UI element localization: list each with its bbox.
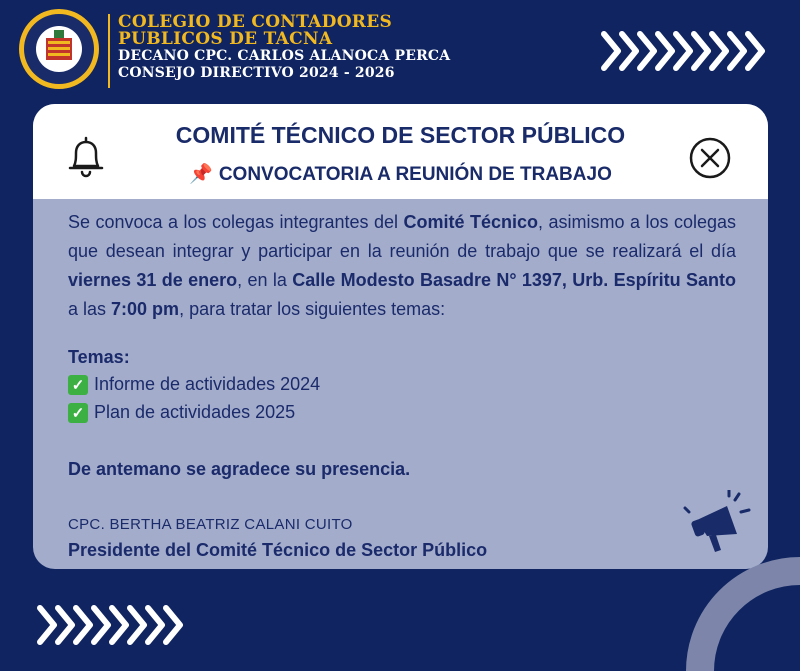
body-bold-time: 7:00 pm (111, 299, 180, 319)
board-line: CONSEJO DIRECTIVO 2024 - 2026 (118, 65, 395, 81)
body-bold-committee: Comité Técnico (403, 212, 539, 232)
dean-line: DECANO CPC. CARLOS ALANOCA PERCA (118, 48, 451, 64)
thanks-note: De antemano se agradece su presencia. (68, 459, 411, 479)
pushpin-icon: 📌 (189, 164, 213, 185)
topics-heading: Temas: (68, 347, 130, 367)
college-seal-icon (18, 8, 100, 90)
body-text-3: , en la (237, 270, 293, 290)
notice-body (68, 208, 736, 324)
signer-name: CPC. BERTHA BEATRIZ CALANI CUITO (68, 516, 353, 533)
check-icon: ✓ (68, 375, 88, 395)
close-icon[interactable] (688, 136, 732, 180)
signer-role: Presidente del Comité Técnico de Sector Público (68, 540, 488, 560)
body-bold-address: Calle Modesto Basadre N° 1397, Urb. Espíritu Santo (292, 270, 736, 290)
body-text-1: Se convoca a los colegas integrantes del (68, 212, 404, 232)
chevron-right-icon (34, 602, 194, 648)
header (0, 0, 800, 100)
body-bold-date: viernes 31 de enero (68, 270, 238, 290)
college-name-line2: PUBLICOS DE TACNA (118, 29, 333, 49)
header-text (118, 14, 450, 82)
body-text-2: , asimismo a los colegas que desean integrar y participar en la reunión de trabajo que se realizará el día (68, 212, 736, 261)
topic-label: Plan de actividades 2025 (94, 402, 296, 422)
college-name-line1: COLEGIO DE CONTADORES (118, 12, 393, 32)
notice-header (33, 104, 768, 199)
notice-subtitle (33, 162, 768, 186)
notice-title: COMITÉ TÉCNICO DE SECTOR PÚBLICO (175, 122, 626, 148)
body-text-5: , para tratar los siguientes temas: (179, 299, 446, 319)
notice-card (33, 104, 768, 569)
chevron-right-icon (598, 28, 768, 74)
decorative-arc (680, 535, 800, 671)
check-icon: ✓ (68, 403, 88, 423)
header-divider (108, 14, 110, 88)
topic-label: Informe de actividades 2024 (94, 374, 321, 394)
topic-item (68, 374, 320, 395)
topic-item (68, 402, 295, 423)
notice-subtitle-text: CONVOCATORIA A REUNIÓN DE TRABAJO (218, 164, 612, 185)
body-text-4: a las (68, 299, 112, 319)
